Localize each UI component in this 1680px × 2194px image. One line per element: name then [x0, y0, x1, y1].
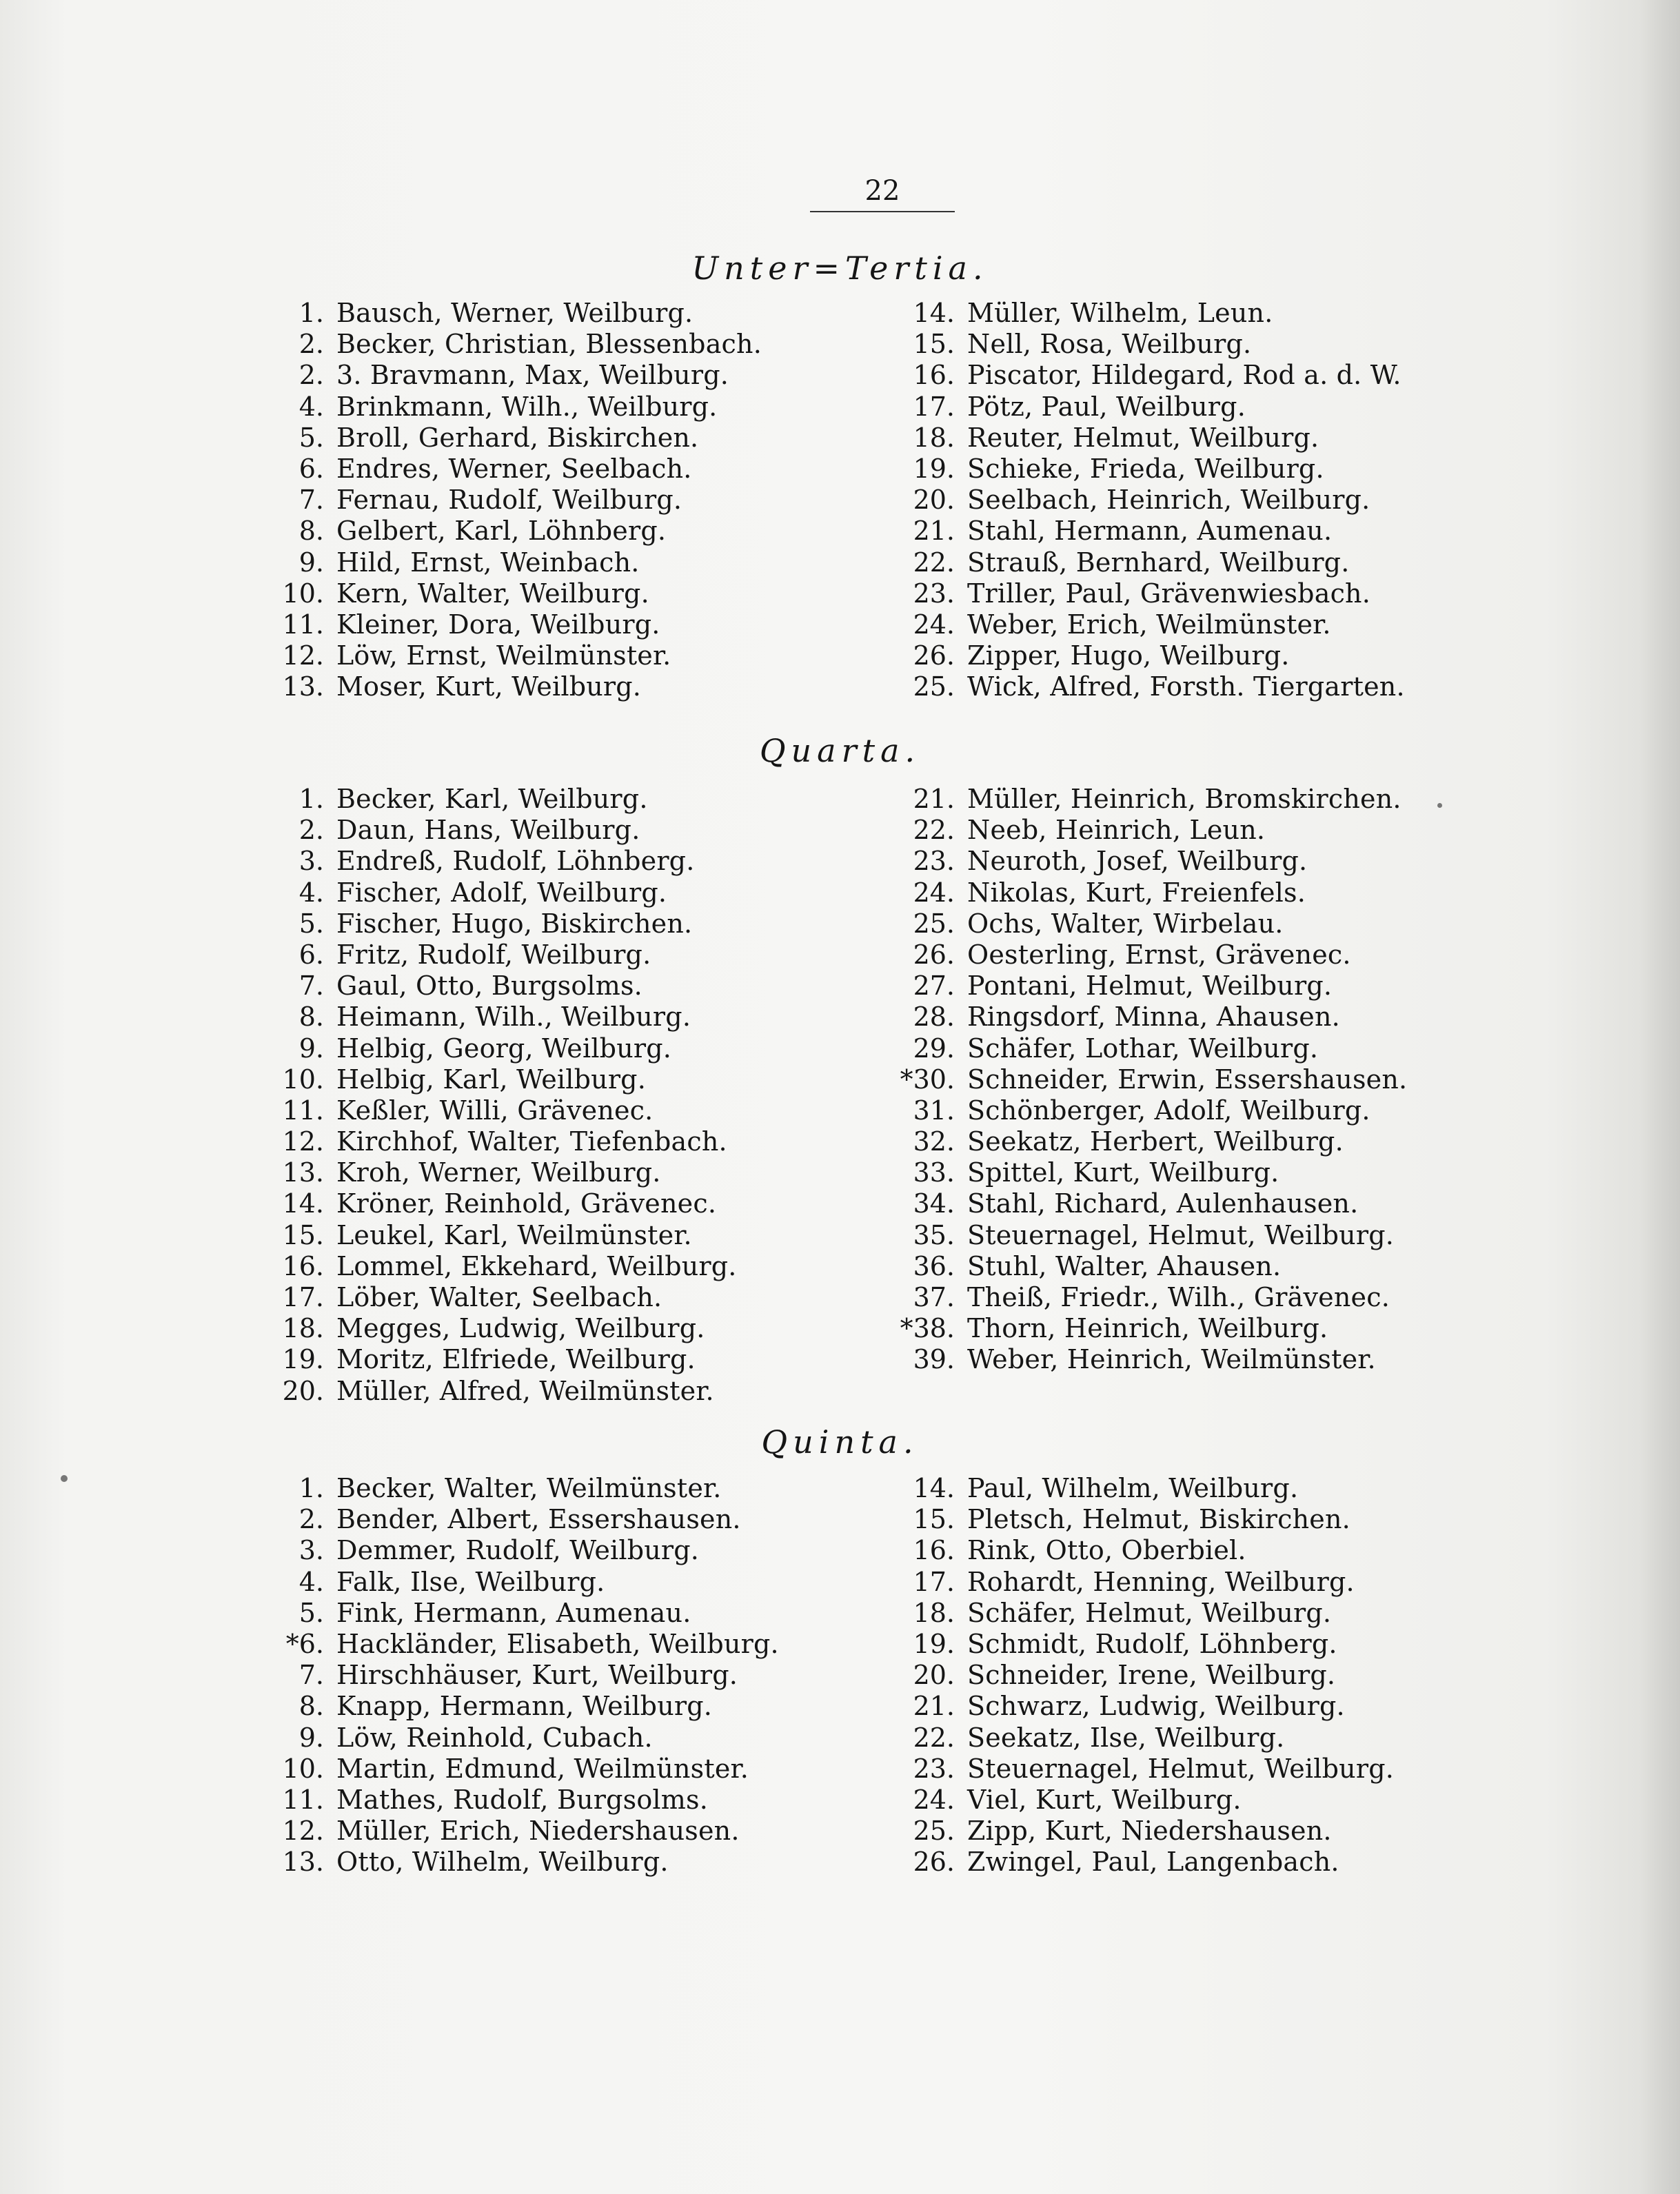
- entry-name: Fischer, Adolf, Weilburg.: [336, 877, 667, 908]
- list-item: [876, 877, 1572, 908]
- entry-number: 23.: [913, 846, 955, 877]
- entry-name: Pletsch, Helmut, Biskirchen.: [967, 1504, 1350, 1535]
- list-item: [245, 671, 886, 702]
- list-item: [245, 329, 886, 360]
- entry-number: *38.: [900, 1313, 955, 1344]
- list-item: [245, 1816, 886, 1847]
- entry-number: 1.: [298, 298, 324, 328]
- entry-number: 37.: [913, 1282, 955, 1312]
- entry-number: 22.: [913, 547, 955, 578]
- list-item: [876, 1660, 1572, 1691]
- list-item: [245, 877, 886, 908]
- entry-name: Demmer, Rudolf, Weilburg.: [336, 1535, 700, 1566]
- entry-name: Martin, Edmund, Weilmünster.: [336, 1753, 749, 1784]
- entry-name: Endres, Werner, Seelbach.: [336, 453, 692, 484]
- entry-name: Ochs, Walter, Wirbelau.: [967, 908, 1284, 939]
- list-item: [876, 1157, 1572, 1188]
- unter-tertia-left-column: [245, 298, 886, 702]
- entry-number: 14.: [913, 1473, 955, 1503]
- list-item: [245, 578, 886, 609]
- entry-number: 39.: [913, 1344, 955, 1375]
- list-item: [876, 609, 1572, 640]
- entry-number: 22.: [913, 1722, 955, 1753]
- list-item: [245, 423, 886, 454]
- entry-number: 20.: [282, 1375, 324, 1406]
- entry-name: Gaul, Otto, Burgsolms.: [336, 971, 642, 1002]
- entry-number: 11.: [282, 609, 324, 640]
- quarta-right-column: [876, 784, 1572, 1376]
- entry-name: Bender, Albert, Essershausen.: [336, 1504, 741, 1535]
- entry-number: 29.: [913, 1033, 955, 1064]
- entry-number: 16.: [913, 1535, 955, 1566]
- list-item: [245, 1157, 886, 1188]
- entry-number: 15.: [913, 329, 955, 360]
- section-title-quinta: Quinta.: [761, 1423, 919, 1461]
- entry-number: 26.: [913, 939, 955, 970]
- entry-name: Leukel, Karl, Weilmünster.: [336, 1219, 692, 1250]
- entry-name: Steuernagel, Helmut, Weilburg.: [967, 1753, 1395, 1784]
- entry-name: Moser, Kurt, Weilburg.: [336, 671, 642, 702]
- entry-number: 1.: [298, 784, 324, 814]
- entry-name: Fischer, Hugo, Biskirchen.: [336, 908, 693, 939]
- page-number-rule: [810, 211, 955, 212]
- list-item: [245, 846, 886, 877]
- entry-name: Kern, Walter, Weilburg.: [336, 578, 649, 609]
- entry-number: 14.: [282, 1188, 324, 1219]
- entry-number: 9.: [298, 1722, 324, 1753]
- entry-number: 19.: [282, 1344, 324, 1375]
- entry-number: 19.: [913, 1628, 955, 1659]
- entry-name: Mathes, Rudolf, Burgsolms.: [336, 1784, 708, 1815]
- list-item: [245, 908, 886, 939]
- entry-number: 1.: [298, 1473, 324, 1503]
- quinta-right-column: [876, 1473, 1572, 1878]
- list-item: [876, 1785, 1572, 1816]
- list-item: [245, 1629, 886, 1660]
- list-item: [245, 1033, 886, 1064]
- entry-name: Daun, Hans, Weilburg.: [336, 815, 640, 846]
- page-number: 22: [864, 175, 900, 207]
- entry-name: Theiß, Friedr., Wilh., Grävenec.: [967, 1282, 1390, 1312]
- entry-name: Strauß, Bernhard, Weilburg.: [967, 547, 1350, 578]
- list-item: [245, 971, 886, 1002]
- entry-name: Löber, Walter, Seelbach.: [336, 1282, 662, 1312]
- entry-number: 8.: [298, 516, 324, 547]
- list-item: [245, 1504, 886, 1535]
- entry-number: 32.: [913, 1126, 955, 1157]
- entry-number: 25.: [913, 908, 955, 939]
- entry-name: Triller, Paul, Grävenwiesbach.: [967, 578, 1370, 609]
- list-item: [876, 1723, 1572, 1754]
- list-item: [245, 1754, 886, 1785]
- entry-number: 16.: [913, 360, 955, 391]
- entry-name: Fink, Hermann, Aumenau.: [336, 1597, 691, 1628]
- paper-speck: [1437, 803, 1442, 808]
- entry-name: Viel, Kurt, Weilburg.: [967, 1784, 1242, 1815]
- list-item: [245, 1691, 886, 1722]
- list-item: [245, 516, 886, 547]
- entry-name: Schneider, Erwin, Essershausen.: [967, 1064, 1408, 1095]
- entry-name: Müller, Heinrich, Bromskirchen.: [967, 784, 1401, 814]
- list-item: [876, 846, 1572, 877]
- list-item: [876, 329, 1572, 360]
- list-item: [876, 454, 1572, 485]
- entry-name: Megges, Ludwig, Weilburg.: [336, 1313, 705, 1344]
- list-item: [245, 1220, 886, 1251]
- entry-number: 27.: [913, 971, 955, 1002]
- list-item: [876, 1473, 1572, 1504]
- entry-name: Schmidt, Rudolf, Löhnberg.: [967, 1628, 1337, 1659]
- entry-number: 3.: [298, 1535, 324, 1566]
- entry-name: Rohardt, Henning, Weilburg.: [967, 1566, 1355, 1597]
- entry-number: 19.: [913, 453, 955, 484]
- list-item: [245, 1535, 886, 1566]
- entry-number: 18.: [913, 422, 955, 453]
- entry-number: 26.: [913, 640, 955, 671]
- entry-name: Brinkmann, Wilh., Weilburg.: [336, 391, 718, 422]
- entry-name: Kroh, Werner, Weilburg.: [336, 1157, 661, 1188]
- entry-name: Seekatz, Ilse, Weilburg.: [967, 1722, 1285, 1753]
- entry-name: Helbig, Karl, Weilburg.: [336, 1064, 646, 1095]
- list-item: [876, 784, 1572, 815]
- entry-number: 21.: [913, 1691, 955, 1722]
- entry-name: Lommel, Ekkehard, Weilburg.: [336, 1250, 737, 1281]
- list-item: [876, 1188, 1572, 1219]
- list-item: [245, 1126, 886, 1157]
- entry-name: Neeb, Heinrich, Leun.: [967, 815, 1266, 846]
- entry-number: 13.: [282, 1157, 324, 1188]
- entry-number: 5.: [298, 908, 324, 939]
- entry-name: Rink, Otto, Oberbiel.: [967, 1535, 1246, 1566]
- list-item: [245, 1188, 886, 1219]
- entry-name: Stuhl, Walter, Ahausen.: [967, 1250, 1282, 1281]
- list-item: [245, 1785, 886, 1816]
- entry-number: 9.: [298, 1033, 324, 1064]
- list-item: [245, 360, 886, 391]
- entry-number: 15.: [282, 1219, 324, 1250]
- entry-name: Zwingel, Paul, Langenbach.: [967, 1847, 1339, 1878]
- entry-number: 18.: [913, 1597, 955, 1628]
- entry-name: Kirchhof, Walter, Tiefenbach.: [336, 1126, 727, 1157]
- entry-number: 15.: [913, 1504, 955, 1535]
- entry-name: Pötz, Paul, Weilburg.: [967, 391, 1246, 422]
- list-item: [876, 1567, 1572, 1598]
- unter-tertia-right-column: [876, 298, 1572, 702]
- entry-number: 11.: [282, 1784, 324, 1815]
- entry-number: 31.: [913, 1095, 955, 1126]
- list-item: [876, 1313, 1572, 1344]
- entry-number: 21.: [913, 784, 955, 814]
- entry-number: 5.: [298, 1597, 324, 1628]
- list-item: [876, 1691, 1572, 1722]
- entry-name: Bausch, Werner, Weilburg.: [336, 298, 694, 328]
- entry-name: Pontani, Helmut, Weilburg.: [967, 971, 1333, 1002]
- list-item: [876, 1095, 1572, 1126]
- entry-number: 4.: [298, 1566, 324, 1597]
- list-item: [876, 1251, 1572, 1282]
- list-item: [245, 1567, 886, 1598]
- entry-number: 7.: [298, 971, 324, 1002]
- list-item: [876, 1002, 1572, 1033]
- list-item: [245, 1002, 886, 1033]
- list-item: [245, 1095, 886, 1126]
- entry-number: 2.: [298, 329, 324, 360]
- page-edge-shadow: [1639, 0, 1680, 2194]
- entry-name: Falk, Ilse, Weilburg.: [336, 1566, 605, 1597]
- entry-number: 17.: [913, 391, 955, 422]
- list-item: [876, 547, 1572, 578]
- entry-name: Weber, Erich, Weilmünster.: [967, 609, 1331, 640]
- entry-name: Knapp, Hermann, Weilburg.: [336, 1691, 713, 1722]
- entry-name: Wick, Alfred, Forsth. Tiergarten.: [967, 671, 1405, 702]
- entry-name: Kröner, Reinhold, Grävenec.: [336, 1188, 717, 1219]
- entry-name: Broll, Gerhard, Biskirchen.: [336, 422, 699, 453]
- list-item: [245, 1344, 886, 1375]
- entry-number: 23.: [913, 1753, 955, 1784]
- entry-name: Paul, Wilhelm, Weilburg.: [967, 1473, 1299, 1503]
- entry-name: Ringsdorf, Minna, Ahausen.: [967, 1002, 1340, 1033]
- entry-number: 10.: [282, 1753, 324, 1784]
- entry-name: Schieke, Frieda, Weilburg.: [967, 453, 1324, 484]
- entry-name: Spittel, Kurt, Weilburg.: [967, 1157, 1279, 1188]
- list-item: [245, 392, 886, 423]
- entry-name: Seelbach, Heinrich, Weilburg.: [967, 485, 1370, 516]
- list-item: [876, 1535, 1572, 1566]
- entry-number: 35.: [913, 1219, 955, 1250]
- entry-name: Hackländer, Elisabeth, Weilburg.: [336, 1628, 779, 1659]
- list-item: [245, 784, 886, 815]
- list-item: [876, 423, 1572, 454]
- entry-number: 11.: [282, 1095, 324, 1126]
- section-title-quarta: Quarta.: [759, 732, 921, 769]
- list-item: [876, 671, 1572, 702]
- entry-name: Kleiner, Dora, Weilburg.: [336, 609, 660, 640]
- entry-number: 7.: [298, 1660, 324, 1691]
- list-item: [876, 485, 1572, 516]
- list-item: [245, 1282, 886, 1313]
- entry-name: Otto, Wilhelm, Weilburg.: [336, 1847, 669, 1878]
- entry-number: 12.: [282, 640, 324, 671]
- entry-number: 33.: [913, 1157, 955, 1188]
- list-item: [245, 485, 886, 516]
- entry-number: 6.: [298, 453, 324, 484]
- entry-number: 13.: [282, 1847, 324, 1878]
- list-item: [245, 1251, 886, 1282]
- list-item: [245, 1847, 886, 1878]
- entry-number: 10.: [282, 578, 324, 609]
- entry-number: 20.: [913, 1660, 955, 1691]
- entry-name: Schäfer, Lothar, Weilburg.: [967, 1033, 1319, 1064]
- list-item: [876, 1629, 1572, 1660]
- list-item: [876, 1064, 1572, 1095]
- list-item: [245, 298, 886, 329]
- entry-name: Stahl, Richard, Aulenhausen.: [967, 1188, 1359, 1219]
- list-item: [876, 640, 1572, 671]
- entry-number: 12.: [282, 1816, 324, 1847]
- entry-name: Endreß, Rudolf, Löhnberg.: [336, 846, 695, 877]
- list-item: [245, 640, 886, 671]
- list-item: [245, 815, 886, 846]
- entry-number: 20.: [913, 485, 955, 516]
- list-item: [876, 815, 1572, 846]
- quinta-left-column: [245, 1473, 886, 1878]
- entry-name: Piscator, Hildegard, Rod a. d. W.: [967, 360, 1401, 391]
- entry-name: Seekatz, Herbert, Weilburg.: [967, 1126, 1344, 1157]
- list-item: [245, 1064, 886, 1095]
- entry-name: Müller, Alfred, Weilmünster.: [336, 1375, 714, 1406]
- entry-name: Schwarz, Ludwig, Weilburg.: [967, 1691, 1345, 1722]
- entry-number: 3.: [298, 846, 324, 877]
- entry-number: 2.: [298, 1504, 324, 1535]
- entry-name: Fritz, Rudolf, Weilburg.: [336, 939, 651, 970]
- entry-name: Hirschhäuser, Kurt, Weilburg.: [336, 1660, 738, 1691]
- entry-number: *30.: [900, 1064, 955, 1095]
- list-item: [245, 547, 886, 578]
- entry-number: 8.: [298, 1002, 324, 1033]
- entry-name: Oesterling, Ernst, Grävenec.: [967, 939, 1351, 970]
- entry-number: 13.: [282, 671, 324, 702]
- list-item: [876, 1847, 1572, 1878]
- entry-number: 36.: [913, 1250, 955, 1281]
- entry-name: Heimann, Wilh., Weilburg.: [336, 1002, 691, 1033]
- entry-name: 3. Bravmann, Max, Weilburg.: [336, 360, 729, 391]
- entry-name: Becker, Karl, Weilburg.: [336, 784, 648, 814]
- list-item: [876, 1033, 1572, 1064]
- list-item: [245, 1598, 886, 1629]
- entry-name: Fernau, Rudolf, Weilburg.: [336, 485, 682, 516]
- entry-number: 4.: [298, 877, 324, 908]
- entry-number: 21.: [913, 516, 955, 547]
- list-item: [876, 1504, 1572, 1535]
- entry-number: 24.: [913, 877, 955, 908]
- list-item: [876, 1344, 1572, 1375]
- entry-number: 4.: [298, 391, 324, 422]
- entry-name: Keßler, Willi, Grävenec.: [336, 1095, 654, 1126]
- entry-name: Zipper, Hugo, Weilburg.: [967, 640, 1290, 671]
- paper-speck: [61, 1475, 68, 1482]
- entry-number: 2.: [298, 815, 324, 846]
- list-item: [245, 1723, 886, 1754]
- list-item: [245, 939, 886, 971]
- entry-number: 17.: [913, 1566, 955, 1597]
- entry-name: Löw, Reinhold, Cubach.: [336, 1722, 653, 1753]
- entry-name: Becker, Walter, Weilmünster.: [336, 1473, 722, 1503]
- entry-number: 34.: [913, 1188, 955, 1219]
- list-item: [876, 939, 1572, 971]
- entry-number: 7.: [298, 485, 324, 516]
- entry-name: Zipp, Kurt, Niedershausen.: [967, 1816, 1332, 1847]
- entry-name: Schneider, Irene, Weilburg.: [967, 1660, 1336, 1691]
- entry-name: Reuter, Helmut, Weilburg.: [967, 422, 1319, 453]
- entry-number: 16.: [282, 1250, 324, 1281]
- entry-name: Hild, Ernst, Weinbach.: [336, 547, 640, 578]
- list-item: [876, 298, 1572, 329]
- entry-name: Becker, Christian, Blessenbach.: [336, 329, 762, 360]
- section-title-unter-tertia: Unter=Tertia.: [691, 250, 989, 287]
- list-item: [876, 1126, 1572, 1157]
- list-item: [245, 454, 886, 485]
- entry-name: Thorn, Heinrich, Weilburg.: [967, 1313, 1328, 1344]
- list-item: [876, 360, 1572, 391]
- list-item: [876, 1282, 1572, 1313]
- list-item: [876, 392, 1572, 423]
- entry-number: 14.: [913, 298, 955, 328]
- entry-number: 9.: [298, 547, 324, 578]
- entry-name: Müller, Erich, Niedershausen.: [336, 1816, 740, 1847]
- entry-number: 17.: [282, 1282, 324, 1312]
- list-item: [876, 908, 1572, 939]
- entry-number: 8.: [298, 1691, 324, 1722]
- entry-number: 10.: [282, 1064, 324, 1095]
- list-item: [245, 1313, 886, 1344]
- entry-name: Stahl, Hermann, Aumenau.: [967, 516, 1333, 547]
- entry-number: 22.: [913, 815, 955, 846]
- entry-name: Schönberger, Adolf, Weilburg.: [967, 1095, 1370, 1126]
- entry-name: Moritz, Elfriede, Weilburg.: [336, 1344, 696, 1375]
- entry-number: 2.: [298, 360, 324, 391]
- entry-number: 23.: [913, 578, 955, 609]
- entry-name: Schäfer, Helmut, Weilburg.: [967, 1597, 1332, 1628]
- list-item: [245, 1473, 886, 1504]
- entry-number: 6.: [298, 939, 324, 970]
- list-item: [876, 578, 1572, 609]
- list-item: [245, 1376, 886, 1407]
- list-item: [876, 1754, 1572, 1785]
- entry-number: 12.: [282, 1126, 324, 1157]
- list-item: [876, 971, 1572, 1002]
- entry-number: 24.: [913, 1784, 955, 1815]
- entry-name: Helbig, Georg, Weilburg.: [336, 1033, 672, 1064]
- entry-name: Neuroth, Josef, Weilburg.: [967, 846, 1308, 877]
- list-item: [876, 1598, 1572, 1629]
- entry-number: 26.: [913, 1847, 955, 1878]
- entry-number: 25.: [913, 1816, 955, 1847]
- list-item: [876, 1816, 1572, 1847]
- entry-number: 5.: [298, 422, 324, 453]
- entry-number: *6.: [285, 1628, 324, 1659]
- entry-name: Nikolas, Kurt, Freienfels.: [967, 877, 1306, 908]
- list-item: [245, 1660, 886, 1691]
- entry-number: 18.: [282, 1313, 324, 1344]
- entry-name: Steuernagel, Helmut, Weilburg.: [967, 1219, 1395, 1250]
- entry-number: 28.: [913, 1002, 955, 1033]
- entry-name: Löw, Ernst, Weilmünster.: [336, 640, 671, 671]
- entry-name: Müller, Wilhelm, Leun.: [967, 298, 1273, 328]
- quarta-left-column: [245, 784, 886, 1407]
- entry-number: 25.: [913, 671, 955, 702]
- entry-number: 24.: [913, 609, 955, 640]
- list-item: [245, 609, 886, 640]
- entry-name: Nell, Rosa, Weilburg.: [967, 329, 1252, 360]
- list-item: [876, 1220, 1572, 1251]
- entry-name: Weber, Heinrich, Weilmünster.: [967, 1344, 1376, 1375]
- list-item: [876, 516, 1572, 547]
- entry-name: Gelbert, Karl, Löhnberg.: [336, 516, 667, 547]
